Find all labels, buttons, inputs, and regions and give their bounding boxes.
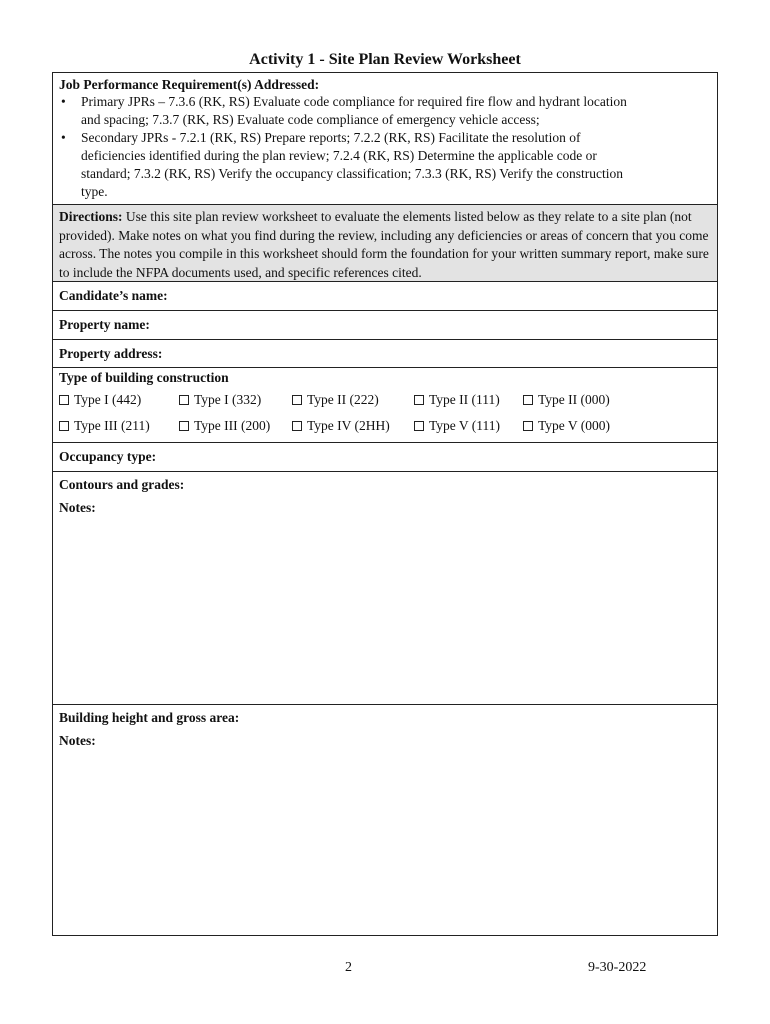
checkbox-icon [59, 421, 69, 431]
checkbox-type-v-111[interactable] [414, 413, 523, 439]
checkbox-icon [523, 395, 533, 405]
building-height-section[interactable] [53, 705, 717, 937]
directions-section [53, 205, 717, 282]
construction-options-row-2 [59, 413, 711, 439]
jpr-secondary-line-2: deficiencies identified during the plan review; 7.2.4 (RK, RS) Determine the applicable code or [81, 148, 597, 163]
property-address-field[interactable] [53, 340, 717, 368]
contours-notes-label: Notes: [59, 500, 96, 515]
bullet-icon: • [61, 130, 66, 145]
checkbox-type-ii-222[interactable] [292, 387, 414, 413]
checkbox-type-v-000[interactable] [523, 413, 610, 439]
occupancy-type-field[interactable] [53, 443, 717, 472]
checkbox-type-ii-000[interactable] [523, 387, 610, 413]
revision-date: 9-30-2022 [588, 960, 647, 975]
checkbox-label: Type V (000) [538, 418, 611, 433]
jpr-secondary-line-1: Secondary JPRs - 7.2.1 (RK, RS) Prepare reports; 7.2.2 (RK, RS) Facilitate the resolution of [81, 130, 581, 145]
checkbox-type-ii-111[interactable] [414, 387, 523, 413]
checkbox-type-i-332[interactable] [179, 387, 292, 413]
construction-type-label: Type of building construction [59, 370, 229, 385]
jpr-primary-bullet [59, 93, 711, 129]
construction-type-section [53, 368, 717, 443]
page-number: 2 [345, 960, 352, 975]
checkbox-icon [292, 395, 302, 405]
jpr-primary-line-1: Primary JPRs – 7.3.6 (RK, RS) Evaluate code compliance for required fire flow and hydrant location [81, 94, 627, 109]
checkbox-label: Type I (442) [74, 392, 142, 407]
checkbox-icon [179, 421, 189, 431]
checkbox-icon [414, 421, 424, 431]
checkbox-icon [523, 421, 533, 431]
building-notes-label: Notes: [59, 733, 96, 748]
building-height-label: Building height and gross area: [59, 710, 240, 725]
property-name-label: Property name: [59, 317, 150, 332]
occupancy-type-label: Occupancy type: [59, 449, 157, 464]
checkbox-label: Type III (211) [74, 418, 150, 433]
candidate-name-field[interactable] [53, 282, 717, 311]
checkbox-label: Type II (000) [538, 392, 610, 407]
jpr-primary-line-2: and spacing; 7.3.7 (RK, RS) Evaluate code compliance of emergency vehicle access; [81, 112, 540, 127]
contours-section[interactable] [53, 472, 717, 705]
property-name-field[interactable] [53, 311, 717, 340]
checkbox-type-i-442[interactable] [59, 387, 179, 413]
jpr-secondary-bullet [59, 129, 711, 201]
worksheet-title: Activity 1 - Site Plan Review Worksheet [249, 51, 521, 68]
bullet-icon: • [61, 94, 66, 109]
checkbox-label: Type IV (2HH) [307, 418, 390, 433]
checkbox-label: Type V (111) [429, 418, 501, 433]
jpr-heading: Job Performance Requirement(s) Addressed: [59, 77, 320, 92]
jpr-secondary-line-3: standard; 7.3.2 (RK, RS) Verify the occupancy classification; 7.3.3 (RK, RS) Verify the construction [81, 166, 624, 181]
checkbox-icon [59, 395, 69, 405]
jpr-secondary-line-4: type. [81, 184, 108, 199]
checkbox-type-iii-200[interactable] [179, 413, 292, 439]
contours-label: Contours and grades: [59, 477, 185, 492]
checkbox-label: Type I (332) [194, 392, 262, 407]
directions-text: Use this site plan review worksheet to evaluate the elements listed below as they relate to a site plan (not provided). Make notes on what you find during the review, including any deficiencies or areas of concern that you come across. The notes you compile in this worksheet should form the foundation for your written summary report, make sure to include the NFPA documents used, and specific references cited. [59, 209, 709, 280]
checkbox-label: Type III (200) [194, 418, 271, 433]
jpr-section [53, 73, 717, 205]
property-address-label: Property address: [59, 346, 163, 361]
checkbox-icon [292, 421, 302, 431]
checkbox-type-iii-211[interactable] [59, 413, 179, 439]
construction-options-row-1 [59, 387, 711, 413]
checkbox-label: Type II (222) [307, 392, 379, 407]
checkbox-type-iv-2hh[interactable] [292, 413, 414, 439]
checkbox-label: Type II (111) [429, 392, 500, 407]
directions-label: Directions: [59, 209, 123, 224]
checkbox-icon [179, 395, 189, 405]
candidate-name-label: Candidate’s name: [59, 288, 168, 303]
checkbox-icon [414, 395, 424, 405]
worksheet-table [52, 72, 718, 936]
